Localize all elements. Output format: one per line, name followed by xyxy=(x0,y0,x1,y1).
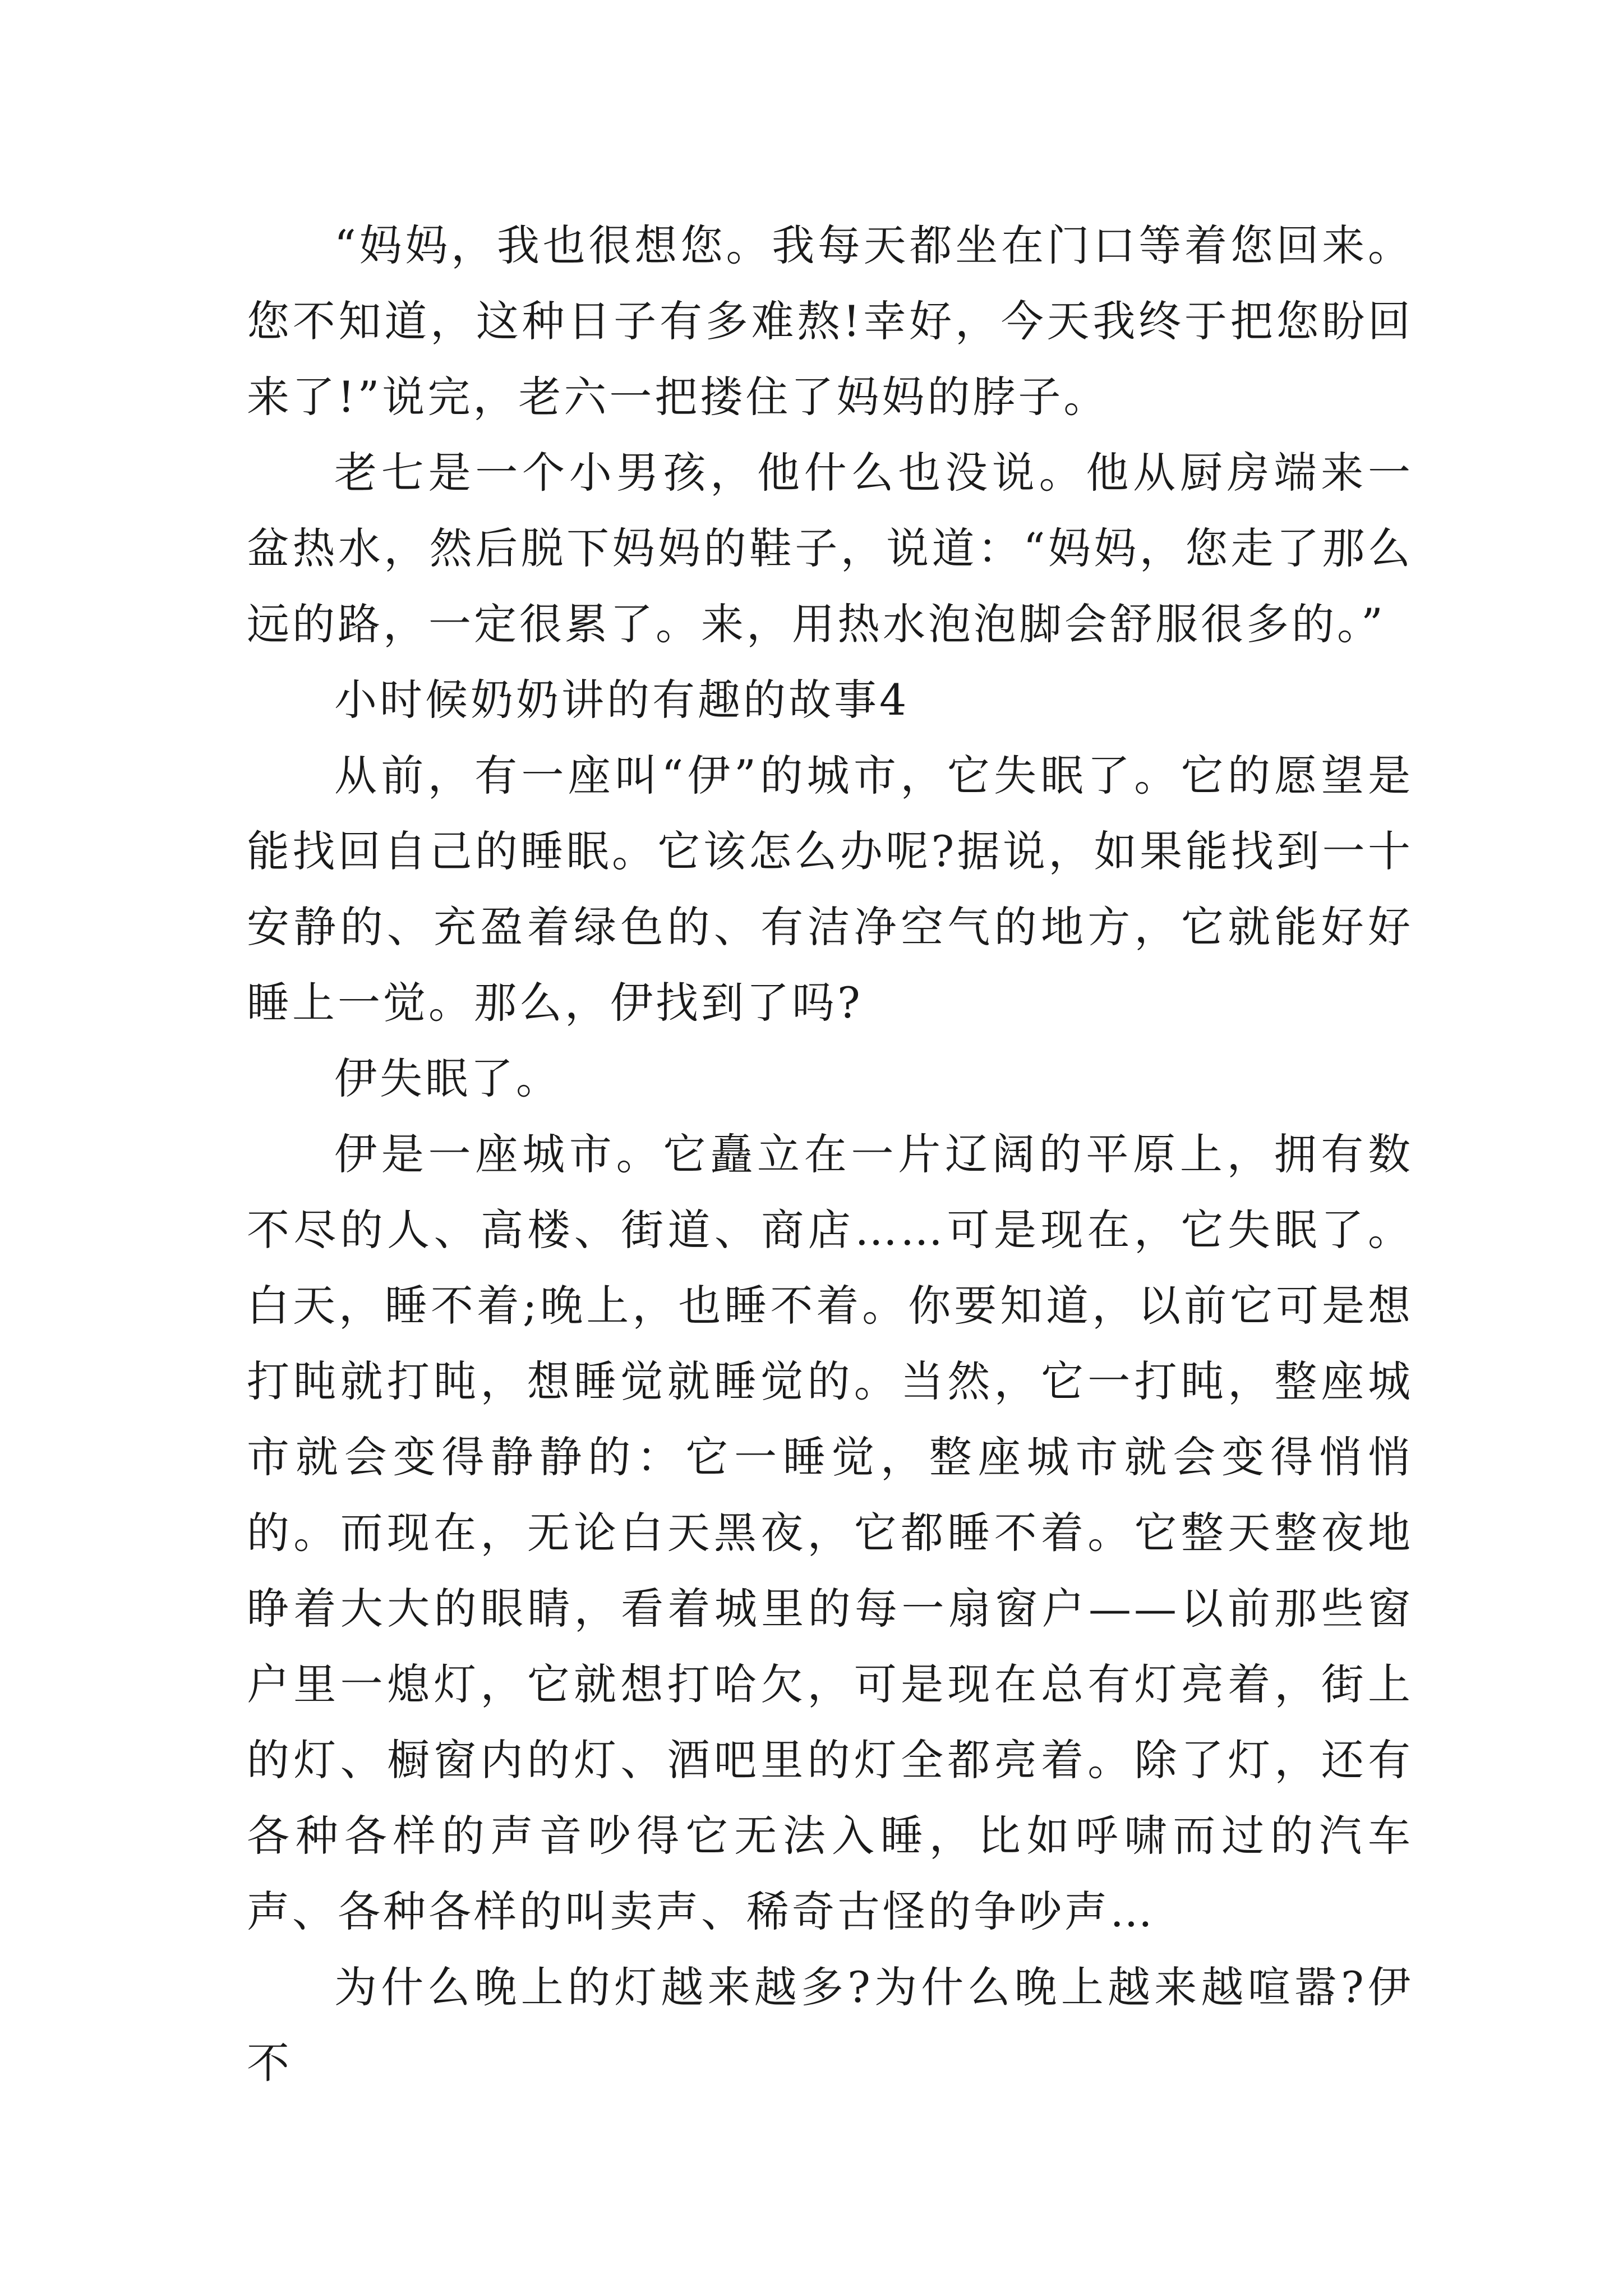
paragraph-mother-reply: “妈妈，我也很想您。我每天都坐在门口等着您回来。您不知道，这种日子有多难熬!幸好，今天我终于把您盼回来了!”说完，老六一把搂住了妈妈的脖子。 xyxy=(247,220,1413,422)
paragraph-city-intro: 从前，有一座叫“伊”的城市，它失眠了。它的愿望是能找回自己的睡眠。它该怎么办呢?据说，如果能找到一十安静的、充盈着绿色的、有洁净空气的地方，它就能好好睡上一觉。那么，伊找到了吗? xyxy=(247,751,1413,1028)
story-heading: 小时候奶奶讲的有趣的故事4 xyxy=(334,675,910,725)
paragraph-city-description: 伊是一座城市。它矗立在一片辽阔的平原上，拥有数不尽的人、高楼、街道、商店……可是现在，它失眠了。白天，睡不着;晚上，也睡不着。你要知道，以前它可是想打盹就打盹，想睡觉就睡觉的。当然，它一打盹，整座城市就会变得静静的：它一睡觉，整座城市就会变得悄悄的。而现在，无论白天黑夜，它都睡不着。它整天整夜地睁着大大的眼睛，看着城里的每一扇窗户——以前那些窗户里一熄灯，它就想打哈欠，可是现在总有灯亮着，街上的灯、橱窗内的灯、酒吧里的灯全都亮着。除了灯，还有各种各样的声音吵得它无法入睡，比如呼啸而过的汽车声、各种各样的叫卖声、稀奇古怪的争吵声… xyxy=(247,1129,1413,1936)
document-body xyxy=(247,208,1413,2101)
paragraph-seventh-child: 老七是一个小男孩，他什么也没说。他从厨房端来一盆热水，然后脱下妈妈的鞋子，说道：“妈妈，您走了那么远的路，一定很累了。来，用热水泡泡脚会舒服很多的。” xyxy=(247,448,1413,649)
paragraph-questions: 为什么晚上的灯越来越多?为什么晚上越来越喧嚣?伊不 xyxy=(247,1962,1413,2088)
paragraph-city-insomnia: 伊失眠了。 xyxy=(334,1053,561,1103)
